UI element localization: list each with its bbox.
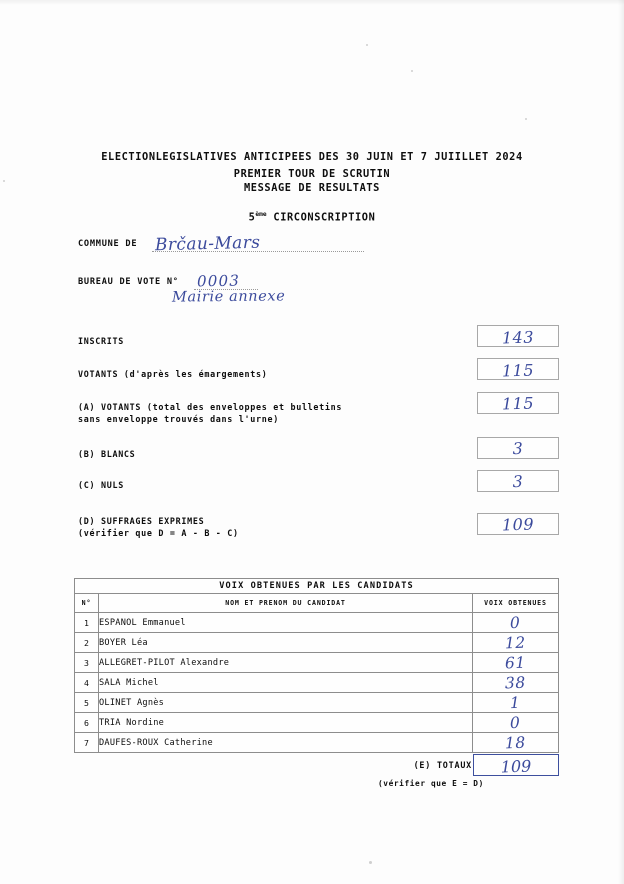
totaux-value: 109 — [500, 756, 532, 777]
scan-speck — [366, 44, 368, 46]
circonscription-heading — [0, 211, 624, 223]
candidate-number: 2 — [75, 633, 99, 653]
stat-value-votants-emargements: 115 — [501, 360, 535, 381]
candidate-name: BOYER Léa — [99, 633, 473, 653]
candidate-name: OLINET Agnès — [99, 693, 473, 713]
document-title-line-1: ELECTIONLEGISLATIVES ANTICIPEES DES 30 JUIN ET 7 JUIILLET 2024 — [101, 151, 523, 163]
scan-edge-shadow-top — [0, 0, 624, 5]
table-row — [75, 713, 559, 733]
stat-value-inscrits: 143 — [501, 327, 535, 348]
candidate-votes: 18 — [473, 733, 559, 753]
stat-value-d-suffrages: 109 — [501, 514, 535, 535]
stat-label-b-blancs: (B) BLANCS — [78, 449, 136, 459]
document-title-line-3: MESSAGE DE RESULTATS — [244, 182, 380, 194]
table-header-row — [75, 594, 559, 613]
bureau-number-handwritten: 0003 — [196, 271, 241, 291]
commune-handwritten-value: Brčau-Mars — [154, 232, 261, 256]
column-header-votes: VOIX OBTENUES — [473, 594, 559, 613]
candidate-votes: 61 — [473, 653, 559, 673]
stat-label-d-suffrages-line2: (vérifier que D = A - B - C) — [78, 528, 239, 538]
candidate-number: 3 — [75, 653, 99, 673]
totaux-label: (E) TOTAUX — [413, 760, 472, 770]
scan-speck — [411, 70, 413, 72]
candidate-number: 6 — [75, 713, 99, 733]
column-header-number: N° — [75, 594, 99, 613]
candidate-name: ESPANOL Emmanuel — [99, 613, 473, 633]
stat-label-c-nuls: (C) NULS — [78, 480, 124, 490]
totaux-check-note: (vérifier que E = D) — [378, 779, 484, 788]
bureau-note-handwritten: Mairie annexe — [171, 288, 286, 306]
candidate-number: 7 — [75, 733, 99, 753]
table-row — [75, 693, 559, 713]
candidate-votes: 0 — [473, 613, 559, 633]
candidates-votes-table — [74, 578, 559, 753]
stat-label-d-suffrages — [78, 515, 239, 539]
circonscription-label: CIRCONSCRIPTION — [273, 211, 376, 224]
scan-edge-shadow-right — [618, 0, 624, 884]
candidate-number: 4 — [75, 673, 99, 693]
stat-label-a-votants-line2: sans enveloppe trouvés dans l'urne) — [78, 414, 279, 424]
candidate-name: DAUFES-ROUX Catherine — [99, 733, 473, 753]
candidate-votes: 1 — [473, 693, 559, 713]
table-row — [75, 673, 559, 693]
circonscription-ordinal: ème — [255, 211, 267, 218]
circonscription-number: 5 — [248, 211, 256, 224]
stat-label-d-suffrages-line1: (D) SUFFRAGES EXPRIMES — [78, 516, 205, 526]
table-row — [75, 633, 559, 653]
scan-speck — [525, 118, 527, 120]
stat-label-votants-emargements: VOTANTS (d'après les émargements) — [78, 369, 268, 379]
table-title: VOIX OBTENUES PAR LES CANDIDATS — [75, 579, 559, 594]
table-title-row — [75, 579, 559, 594]
stat-value-b-blancs: 3 — [512, 438, 524, 459]
candidate-number: 1 — [75, 613, 99, 633]
bureau-de-vote-label: BUREAU DE VOTE N° — [78, 277, 179, 287]
scan-speck — [369, 861, 372, 864]
commune-label: COMMUNE DE — [78, 239, 138, 249]
table-row — [75, 613, 559, 633]
stat-label-a-votants — [78, 401, 342, 425]
candidate-number: 5 — [75, 693, 99, 713]
candidate-name: SALA Michel — [99, 673, 473, 693]
stat-label-inscrits: INSCRITS — [78, 336, 124, 346]
stat-value-c-nuls: 3 — [512, 471, 524, 492]
stat-value-a-votants: 115 — [501, 393, 535, 414]
stat-label-a-votants-line1: (A) VOTANTS (total des enveloppes et bulletins — [78, 402, 343, 412]
candidate-name: TRIA Nordine — [99, 713, 473, 733]
table-row — [75, 733, 559, 753]
column-header-name: NOM ET PRENOM DU CANDIDAT — [99, 594, 473, 613]
candidate-votes: 0 — [473, 713, 559, 733]
table-row — [75, 653, 559, 673]
document-title-line-2: PREMIER TOUR DE SCRUTIN — [233, 168, 391, 180]
candidate-name: ALLEGRET-PILOT Alexandre — [99, 653, 473, 673]
candidate-votes: 38 — [473, 673, 559, 693]
candidate-votes: 12 — [473, 633, 559, 653]
